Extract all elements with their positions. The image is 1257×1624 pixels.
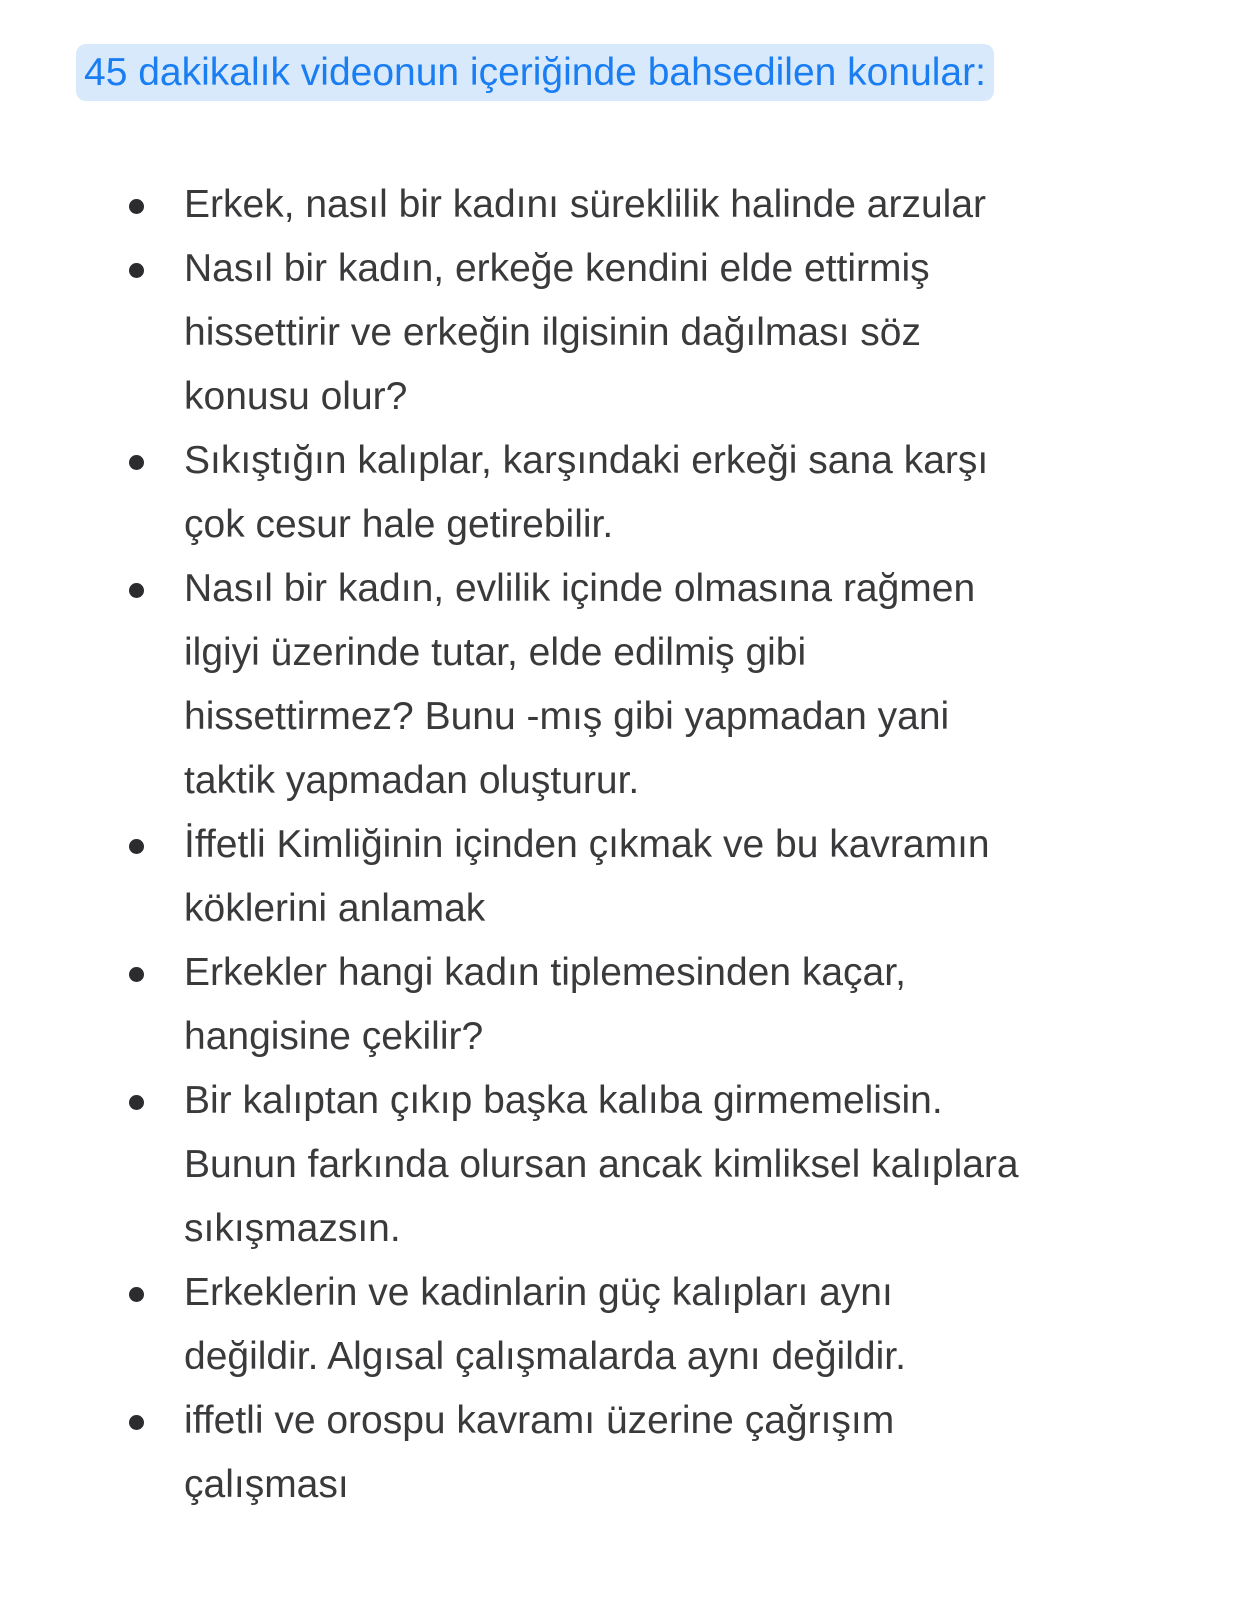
list-item-text-line: hissettirmez? Bunu -mış gibi yapmadan yani	[184, 695, 950, 738]
list-item-text-line: değildir. Algısal çalışmalarda aynı değildir.	[184, 1335, 906, 1378]
list-item-text-line: Nasıl bir kadın, erkeğe kendini elde ettirmiş	[184, 247, 930, 290]
list-item-text-line: Bir kalıptan çıkıp başka kalıba girmemelisin.	[184, 1079, 943, 1122]
list-item	[0, 1069, 1019, 1261]
list-item-text-line: iffetli ve orospu kavramı üzerine çağrışım	[184, 1399, 895, 1442]
list-item-text-line: ilgiyi üzerinde tutar, elde edilmiş gibi	[184, 631, 807, 674]
list-item-text-line: köklerini anlamak	[184, 887, 486, 930]
list-item-text-line: taktik yapmadan oluşturur.	[184, 759, 640, 802]
list-item-text-line: sıkışmazsın.	[184, 1207, 401, 1250]
list-item-text-line: Sıkıştığın kalıplar, karşındaki erkeği sana karşı	[184, 439, 989, 482]
bullet-icon	[129, 1095, 144, 1110]
bullet-icon	[129, 199, 144, 214]
highlighted-heading: 45 dakikalık videonun içeriğinde bahsedilen konular:	[76, 44, 994, 101]
bullet-icon	[129, 1287, 144, 1302]
list-item-text-line: hissettirir ve erkeğin ilgisinin dağılması söz	[184, 311, 921, 354]
list-item-text-line: Erkeklerin ve kadinlarin güç kalıpları aynı	[184, 1271, 893, 1314]
bullet-icon	[129, 839, 144, 854]
bullet-icon	[129, 263, 144, 278]
topic-list	[0, 173, 1019, 1517]
list-item-text-line: hangisine çekilir?	[184, 1015, 484, 1058]
list-item	[0, 1261, 1019, 1389]
list-item	[0, 813, 1019, 941]
list-item-text-line: Bunun farkında olursan ancak kimliksel kalıplara	[184, 1143, 1019, 1186]
list-item-text-line: Erkek, nasıl bir kadını süreklilik halinde arzular	[184, 183, 987, 226]
bullet-icon	[129, 1415, 144, 1430]
bullet-icon	[129, 583, 144, 598]
list-item	[0, 429, 1019, 557]
list-item-text-line: çalışması	[184, 1463, 349, 1506]
bullet-icon	[129, 455, 144, 470]
list-item-text-line: konusu olur?	[184, 375, 408, 418]
list-item	[0, 237, 1019, 429]
list-item-text-line: çok cesur hale getirebilir.	[184, 503, 614, 546]
list-item	[0, 173, 1019, 237]
bullet-icon	[129, 967, 144, 982]
list-item	[0, 557, 1019, 813]
list-item-text-line: Erkekler hangi kadın tiplemesinden kaçar,	[184, 951, 906, 994]
list-item	[0, 941, 1019, 1069]
list-item-text-line: İffetli Kimliğinin içinden çıkmak ve bu kavramın	[184, 823, 990, 866]
list-item	[0, 1389, 1019, 1517]
list-item-text-line: Nasıl bir kadın, evlilik içinde olmasına rağmen	[184, 567, 976, 610]
